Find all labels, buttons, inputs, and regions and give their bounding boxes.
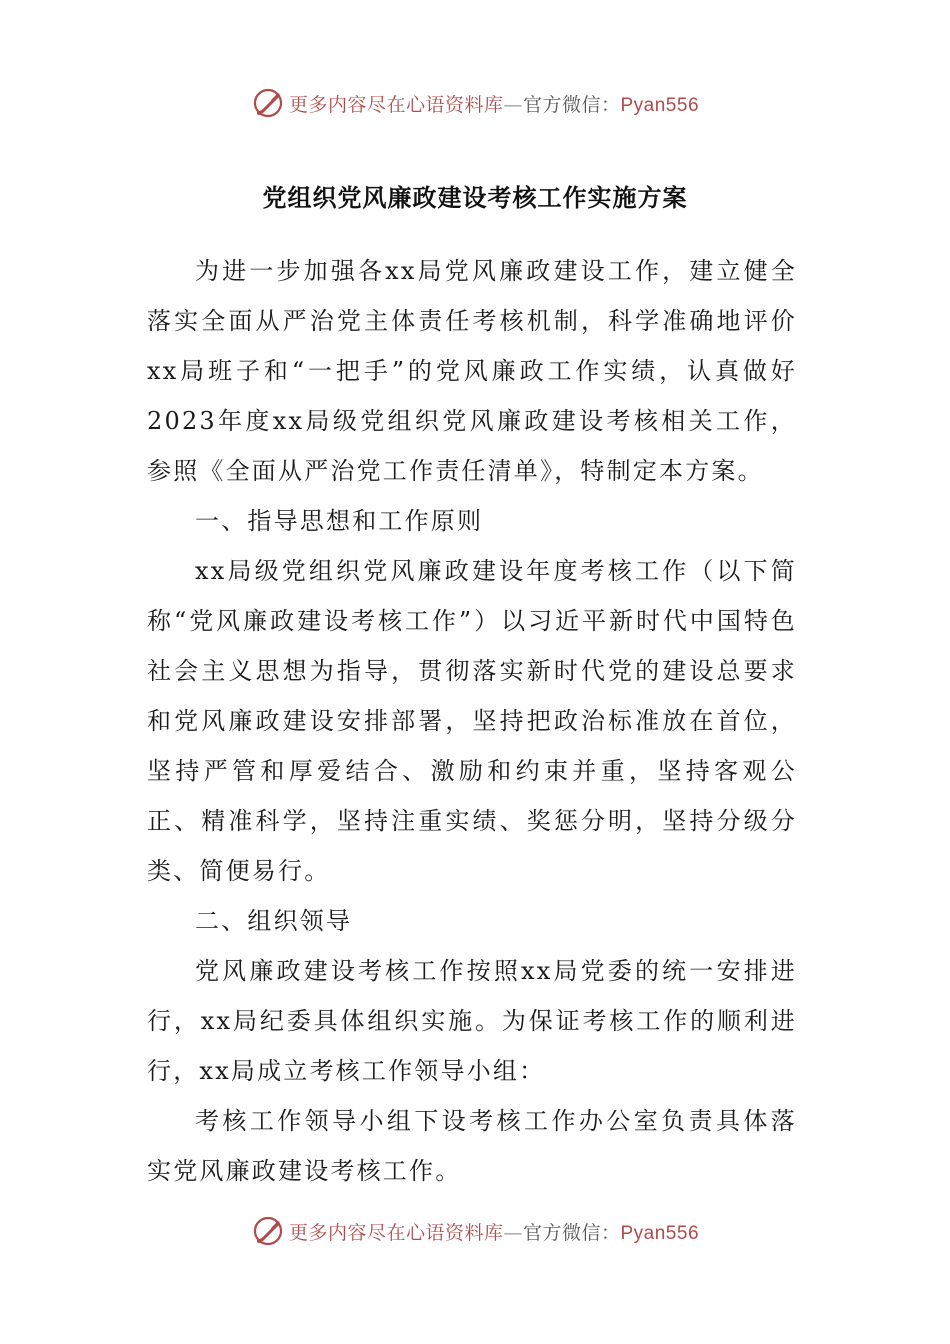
document-title: 党组织党风廉政建设考核工作实施方案 — [262, 183, 688, 212]
watermark-banner-top — [0, 83, 950, 123]
watermark-wechat-id: Pyan556 — [620, 1222, 700, 1244]
watermark-banner-bottom — [0, 1211, 950, 1251]
quill-seal-icon — [251, 86, 285, 120]
quill-seal-icon — [251, 1214, 285, 1248]
watermark-wechat-id: Pyan556 — [620, 94, 700, 116]
watermark-separator: — — [503, 1221, 523, 1244]
section-heading-1: 一、指导思想和工作原则 — [195, 507, 484, 535]
watermark-text — [289, 90, 699, 117]
section-heading-2: 二、组织领导 — [195, 907, 353, 935]
paragraph-intro: 为进一步加强各xx局党风廉政建设工作，建立健全落实全面从严治党主体责任考核机制，科学准确地评价xx局班子和“一把手”的党风廉政工作实绩，认真做好2023年度xx局级党组织党风廉政建设考核相关工作，参照《全面从严治党工作责任清单》，特制定本方案。 — [147, 257, 797, 485]
paragraph-office: 考核工作领导小组下设考核工作办公室负责具体落实党风廉政建设考核工作。 — [147, 1107, 797, 1185]
watermark-brand: 更多内容尽在心语资料库 — [288, 93, 504, 116]
watermark-brand: 更多内容尽在心语资料库 — [288, 1221, 504, 1244]
watermark-text — [289, 1218, 699, 1245]
watermark-label: 官方微信： — [522, 1221, 621, 1244]
document-body — [147, 246, 797, 1196]
watermark-separator: — — [503, 93, 523, 116]
paragraph-leadership: 党风廉政建设考核工作按照xx局党委的统一安排进行，xx局纪委具体组织实施。为保证考核工作的顺利进行，xx局成立考核工作领导小组： — [147, 957, 797, 1085]
watermark-label: 官方微信： — [522, 93, 621, 116]
paragraph-principles: xx局级党组织党风廉政建设年度考核工作（以下简称“党风廉政建设考核工作”）以习近平新时代中国特色社会主义思想为指导，贯彻落实新时代党的建设总要求和党风廉政建设安排部署，坚持把政治标准放在首位，坚持严管和厚爱结合、激励和约束并重，坚持客观公正、精准科学，坚持注重实绩、奖惩分明，坚持分级分类、简便易行。 — [147, 557, 797, 885]
